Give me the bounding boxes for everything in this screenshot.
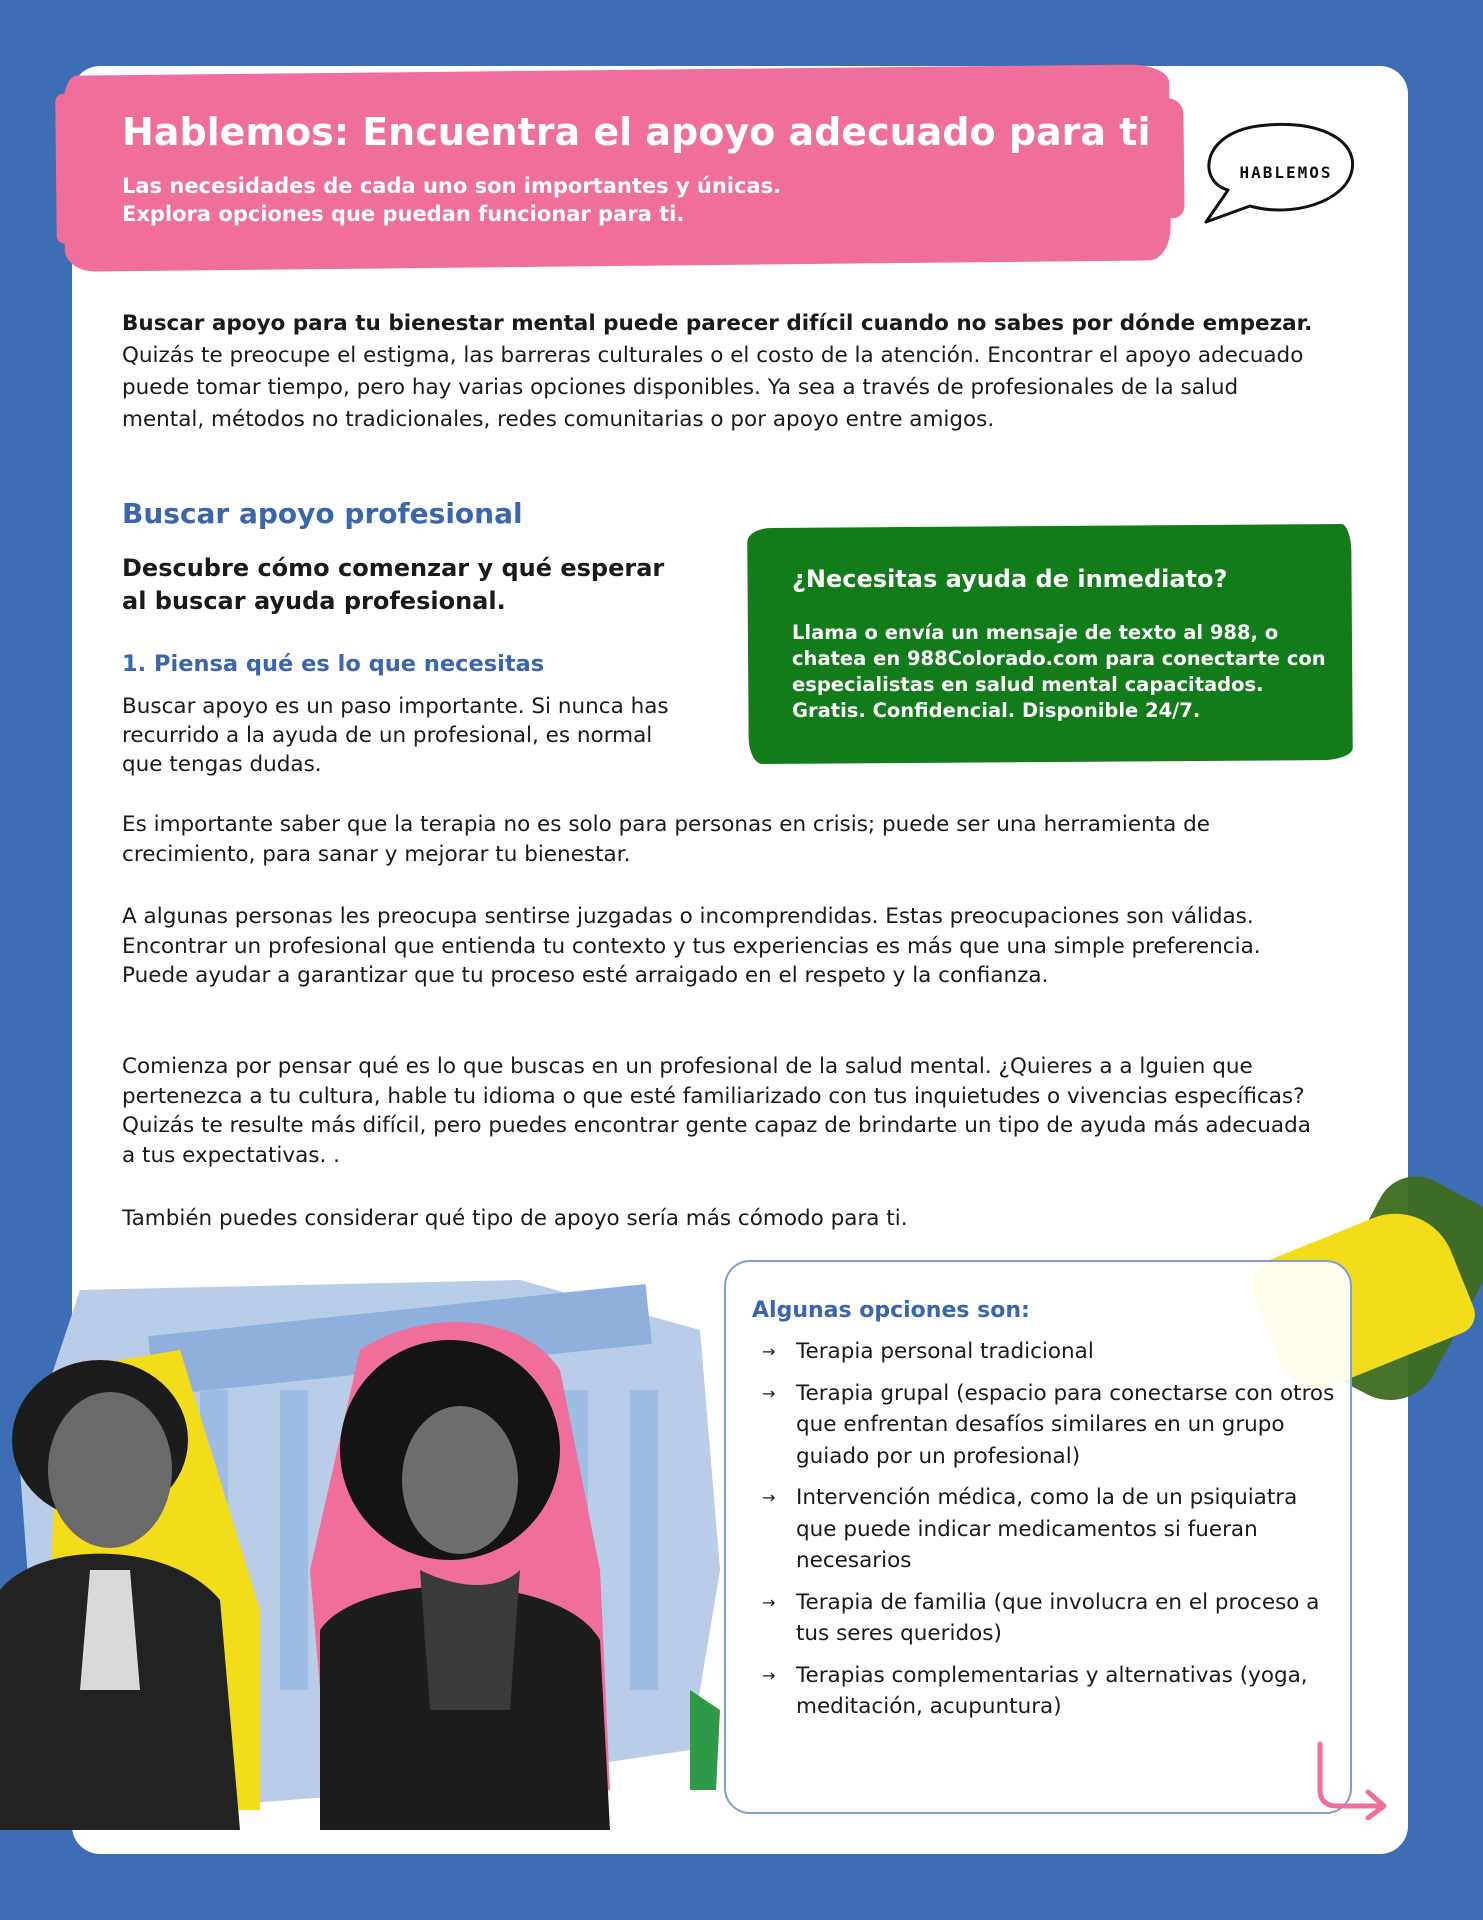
section-heading: Buscar apoyo profesional (122, 497, 523, 530)
paragraph-concerns: A algunas personas les preocupa sentirse juzgadas o incomprendidas. Estas preocupaciones son válidas. Encontrar un profesional que entienda tu contexto y tus experiencias es más que una simple preferencia. Puede ayudar a garantizar que tu proceso esté arraigado en el respeto y la confianza. (122, 904, 1261, 988)
section-lead: Descubre cómo comenzar y qué esperar al buscar ayuda profesional. (122, 554, 665, 615)
paragraph-comfort: También puedes considerar qué tipo de apoyo sería más cómodo para ti. (122, 1206, 908, 1231)
page-title: Hablemos: Encuentra el apoyo adecuado para ti (122, 110, 1151, 154)
intro-paragraph (122, 308, 1318, 436)
list-item (758, 1660, 1338, 1723)
list-item-text: Terapia de familia (que involucra en el proceso a tus seres queridos) (796, 1589, 1320, 1646)
list-item (758, 1587, 1338, 1650)
arrow-right-icon: → (762, 1342, 776, 1361)
help-box-title: ¿Necesitas ayuda de inmediato? (792, 565, 1228, 593)
paragraph-therapy: Es importante saber que la terapia no es solo para personas en crisis; puede ser una herramienta de crecimiento, para sanar y mejorar tu bienestar. (122, 812, 1210, 867)
step-text: Buscar apoyo es un paso importante. Si nunca has recurrido a la ayuda de un profesional, es normal que tengas dudas. (122, 694, 669, 777)
arrow-right-icon: → (762, 1665, 776, 1685)
people-photo (0, 1270, 740, 1830)
header-banner (63, 64, 1171, 272)
page-subtitle (122, 172, 1022, 228)
paragraph-preferences: Comienza por pensar qué es lo que buscas en un profesional de la salud mental. ¿Quieres a a lguien que pertenezca a tu cultura, hable tu idioma o que esté familiarizado con tus inquietudes o vivencias específicas? Quizás te resulte más difícil, pero puedes encontrar gente capaz de brindarte un tipo de ayuda más adecuada a tus expectativas. . (122, 1054, 1311, 1168)
list-item (758, 1378, 1338, 1473)
subtitle-line-2: Explora opciones que puedan funcionar para ti. (122, 202, 685, 226)
bubble-label: HABLEMOS (1239, 163, 1333, 182)
arrow-right-icon: → (762, 1383, 776, 1403)
options-list (758, 1336, 1338, 1733)
list-item-text: Terapia personal tradicional (796, 1339, 1094, 1364)
turn-arrow-icon (1312, 1740, 1392, 1820)
intro-rest: Quizás te preocupe el estigma, las barreras culturales o el costo de la atención. Encontrar el apoyo adecuado puede tomar tiempo, pero hay varias opciones disponibles. Ya sea a través de profesionales de la salud mental, métodos no tradicionales, redes comunitarias o por apoyo entre amigos. (122, 343, 1304, 432)
intro-bold: Buscar apoyo para tu bienestar mental puede parecer difícil cuando no sabes por dónde empezar. (122, 311, 1313, 336)
list-item-text: Terapias complementarias y alternativas (yoga, meditación, acupuntura) (796, 1662, 1308, 1719)
list-item-text: Terapia grupal (espacio para conectarse con otros que enfrentan desafíos similares en un grupo guiado por un profesional) (796, 1380, 1335, 1469)
list-item (758, 1482, 1338, 1577)
arrow-right-icon: → (762, 1592, 776, 1612)
list-item-text: Intervención médica, como la de un psiquiatra que puede indicar medicamentos si fueran necesarios (796, 1485, 1298, 1573)
options-heading: Algunas opciones son: (752, 1298, 1030, 1323)
step-heading: 1. Piensa qué es lo que necesitas (122, 651, 545, 677)
help-box-text: Llama o envía un mensaje de texto al 988, o chatea en 988Colorado.com para conectarte con especialistas en salud mental capacitados. Gratis. Confidencial. Disponible 24/7. (792, 621, 1326, 722)
arrow-right-icon: → (762, 1488, 776, 1507)
subtitle-line-1: Las necesidades de cada uno son importantes y únicas. (122, 174, 782, 198)
list-item (758, 1336, 1338, 1368)
